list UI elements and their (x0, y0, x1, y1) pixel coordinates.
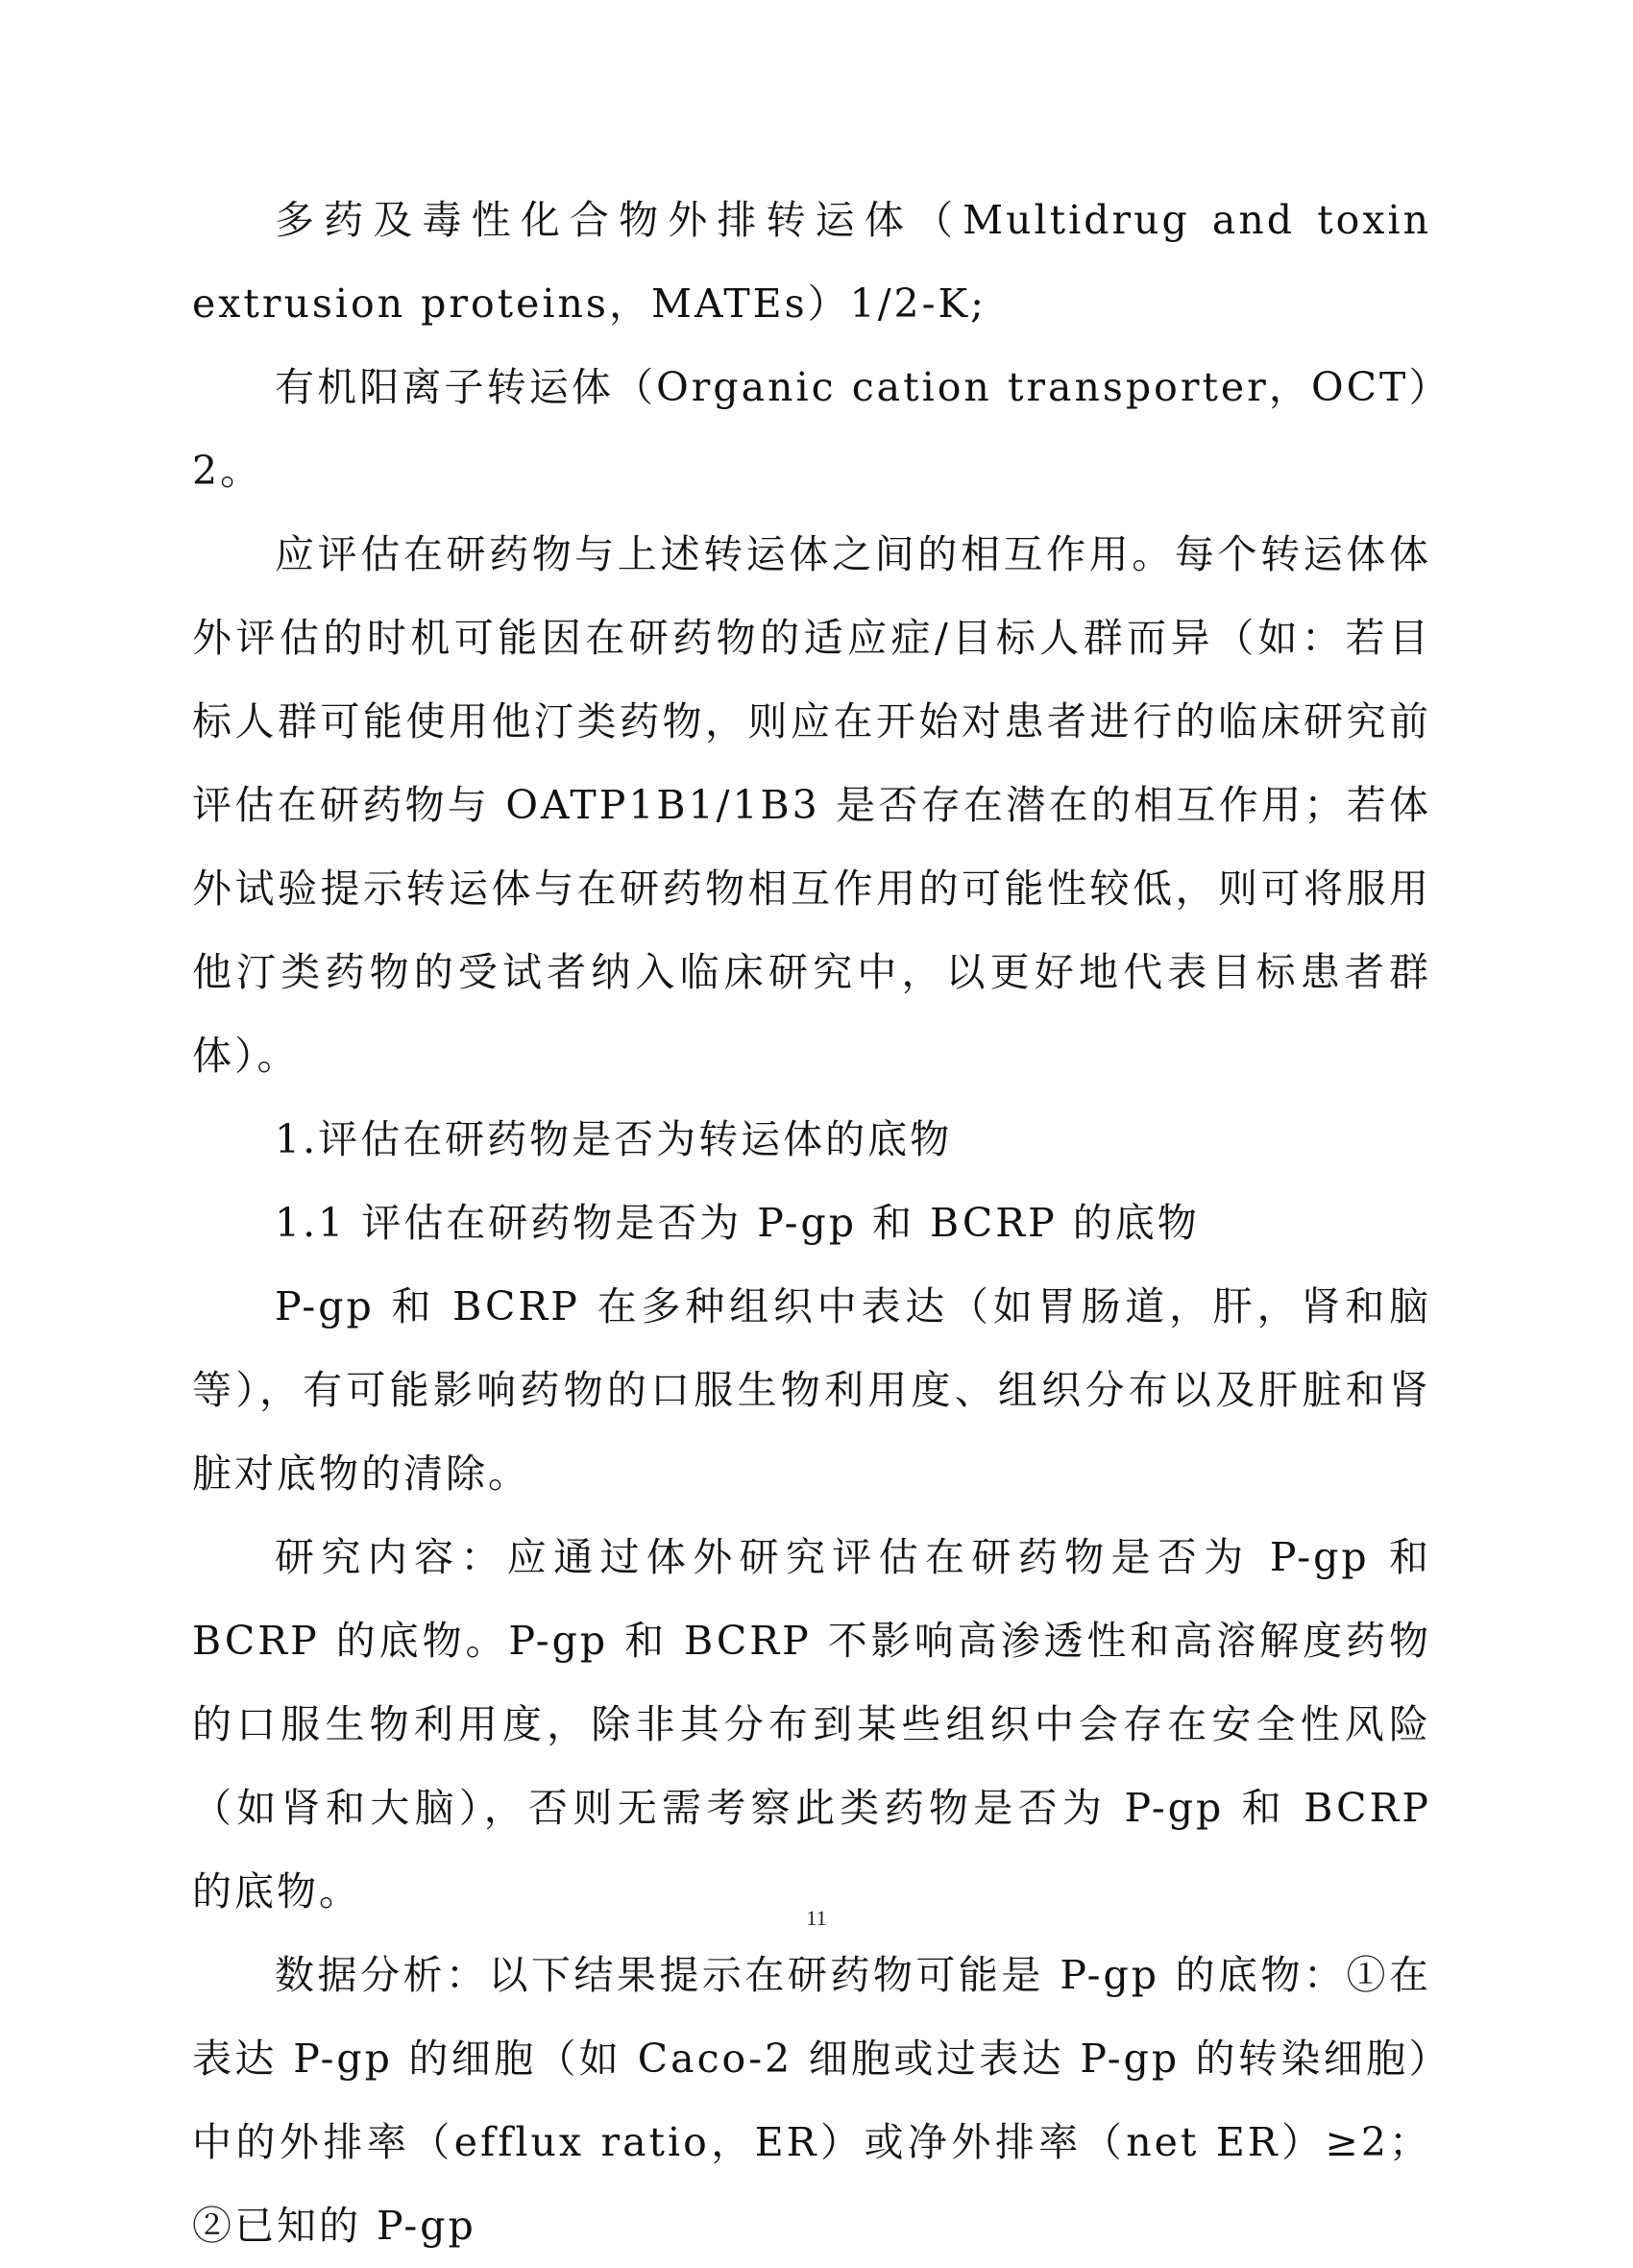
subsection-heading-pgp-bcrp: 1.1 评估在研药物是否为 P-gp 和 BCRP 的底物 (275, 1200, 1200, 1246)
paragraph-oct: 有机阳离子转运体（Organic cation transporter，OCT）2。 (192, 364, 1431, 494)
document-body (192, 179, 1431, 2268)
section-heading-substrate: 1.评估在研药物是否为转运体的底物 (275, 1116, 953, 1162)
paragraph-interaction-assessment: 应评估在研药物与上述转运体之间的相互作用。每个转运体体外评估的时机可能因在研药物的适应症/目标人群而异（如：若目标人群可能使用他汀类药物，则应在开始对患者进行的临床研究前评估在研药物与 OATP1B1/1B3 是否存在潜在的相互作用；若体外试验提示转运体与在研药物相互作用的可能性较低，则可将服用他汀类药物的受试者纳入临床研究中，以更好地代表目标患者群体）。 (192, 531, 1431, 1079)
paragraph-mates: 多药及毒性化合物外排转运体（Multidrug and toxin extrusion proteins，MATEs）1/2-K; (192, 197, 1431, 327)
page-number: 11 (806, 1906, 827, 1930)
paragraph-pgp-bcrp-expression: P-gp 和 BCRP 在多种组织中表达（如胃肠道，肝，肾和脑等），有可能影响药物的口服生物利用度、组织分布以及肝脏和肾脏对底物的清除。 (192, 1283, 1431, 1497)
paragraph-research-content: 研究内容：应通过体外研究评估在研药物是否为 P-gp 和 BCRP 的底物。P-gp 和 BCRP 不影响高渗透性和高溶解度药物的口服生物利用度，除非其分布到某些组织中会存在安全性风险（如肾和大脑），否则无需考察此类药物是否为 P-gp 和 BCRP 的底物。 (192, 1534, 1431, 1914)
paragraph-data-analysis: 数据分析：以下结果提示在研药物可能是 P-gp 的底物：①在表达 P-gp 的细胞（如 Caco-2 细胞或过表达 P-gp 的转染细胞）中的外排率（efflux ratio，ER）或净外排率（net ER）≥2；②已知的 P-gp (192, 1952, 1431, 2249)
